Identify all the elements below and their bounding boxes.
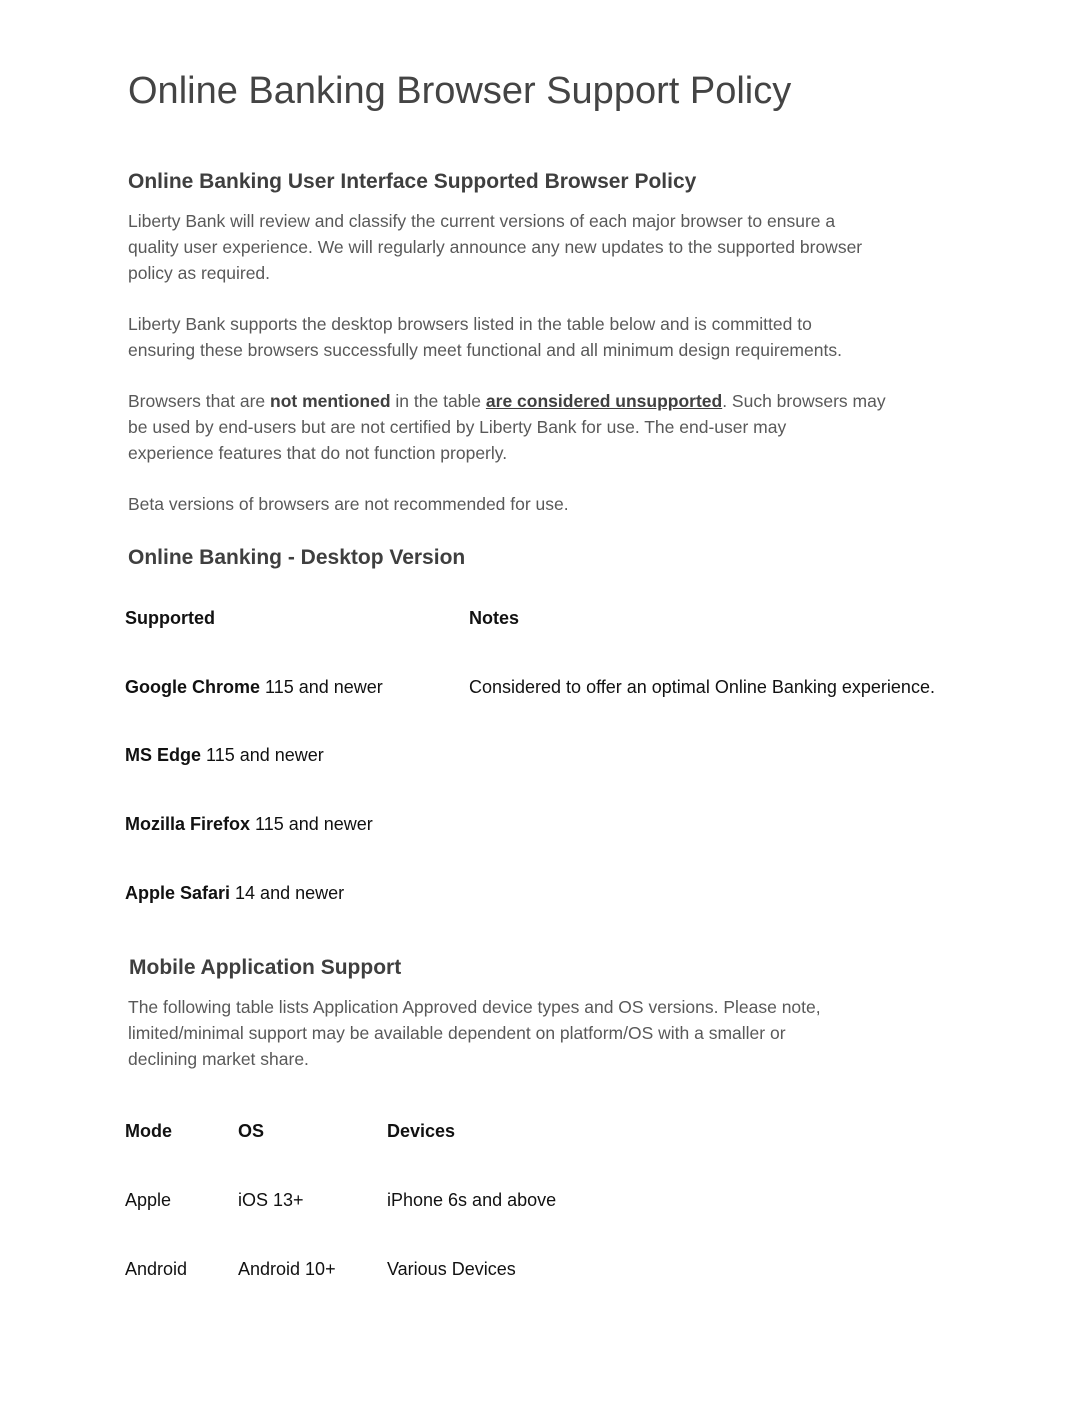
section-heading-mobile-support: Mobile Application Support (129, 956, 402, 979)
column-header-devices: Devices (387, 1121, 456, 1141)
browser-note: Considered to offer an optimal Online Banking experience. (469, 677, 935, 697)
column-header-os: OS (238, 1121, 265, 1141)
paragraph-mobile-support (128, 994, 988, 1072)
text-run: . Such browsers may (722, 391, 886, 411)
text-run: Browsers that are (128, 391, 270, 411)
browser-name: Apple Safari (125, 883, 231, 903)
browser-version: 115 and newer (250, 814, 373, 834)
browser-version: 115 and newer (260, 677, 383, 697)
paragraph-line: quality user experience. We will regularly announce any new updates to the supported browser (128, 237, 863, 257)
mobile-os-cell: iOS 13+ (238, 1190, 304, 1210)
mobile-mode-cell: Apple (125, 1190, 172, 1210)
paragraph-line: limited/minimal support may be available dependent on platform/OS with a smaller or (128, 1023, 786, 1043)
emphasis-considered-unsupported: are considered unsupported (485, 391, 723, 411)
mobile-mode-cell: Android (125, 1259, 188, 1279)
section-heading-desktop-version: Online Banking - Desktop Version (128, 546, 466, 569)
browser-name: Mozilla Firefox (125, 814, 251, 834)
column-header-mode: Mode (125, 1121, 172, 1141)
paragraph-line: Liberty Bank supports the desktop browsers listed in the table below and is committed to (128, 314, 812, 334)
mobile-devices-cell: iPhone 6s and above (387, 1190, 557, 1210)
browser-name: MS Edge (125, 745, 202, 765)
paragraph-line (128, 388, 988, 414)
browser-version: 115 and newer (201, 745, 324, 765)
browser-version: 14 and newer (230, 883, 345, 903)
paragraph-line: The following table lists Application Approved device types and OS versions. Please note, (128, 997, 821, 1017)
emphasis-not-mentioned: not mentioned (270, 391, 391, 411)
table-row-browser (125, 675, 383, 699)
column-header-supported: Supported (125, 608, 215, 628)
table-row-browser (125, 812, 373, 836)
section-heading-browser-policy: Online Banking User Interface Supported Browser Policy (128, 170, 697, 193)
column-header-notes: Notes (469, 608, 520, 628)
table-row-browser (125, 881, 344, 905)
paragraph-line: be used by end-users but are not certified by Liberty Bank for use. The end-user may (128, 417, 787, 437)
browser-name: Google Chrome (125, 677, 261, 697)
paragraph-beta-versions (128, 491, 988, 517)
paragraph-line: policy as required. (128, 263, 271, 283)
paragraph-review-classify (128, 208, 988, 286)
mobile-devices-cell: Various Devices (387, 1259, 516, 1279)
page-title: Online Banking Browser Support Policy (128, 70, 792, 112)
paragraph-line: experience features that do not function properly. (128, 443, 508, 463)
paragraph-line: Beta versions of browsers are not recommended for use. (128, 494, 569, 514)
paragraph-unsupported-browsers (128, 388, 988, 466)
paragraph-line: declining market share. (128, 1049, 309, 1069)
paragraph-line: ensuring these browsers successfully meet functional and all minimum design requirements. (128, 340, 842, 360)
mobile-os-cell: Android 10+ (238, 1259, 336, 1279)
text-run: in the table (390, 391, 486, 411)
table-row-browser (125, 743, 324, 767)
paragraph-supported-desktop (128, 311, 988, 363)
paragraph-line: Liberty Bank will review and classify the current versions of each major browser to ensure a (128, 211, 836, 231)
